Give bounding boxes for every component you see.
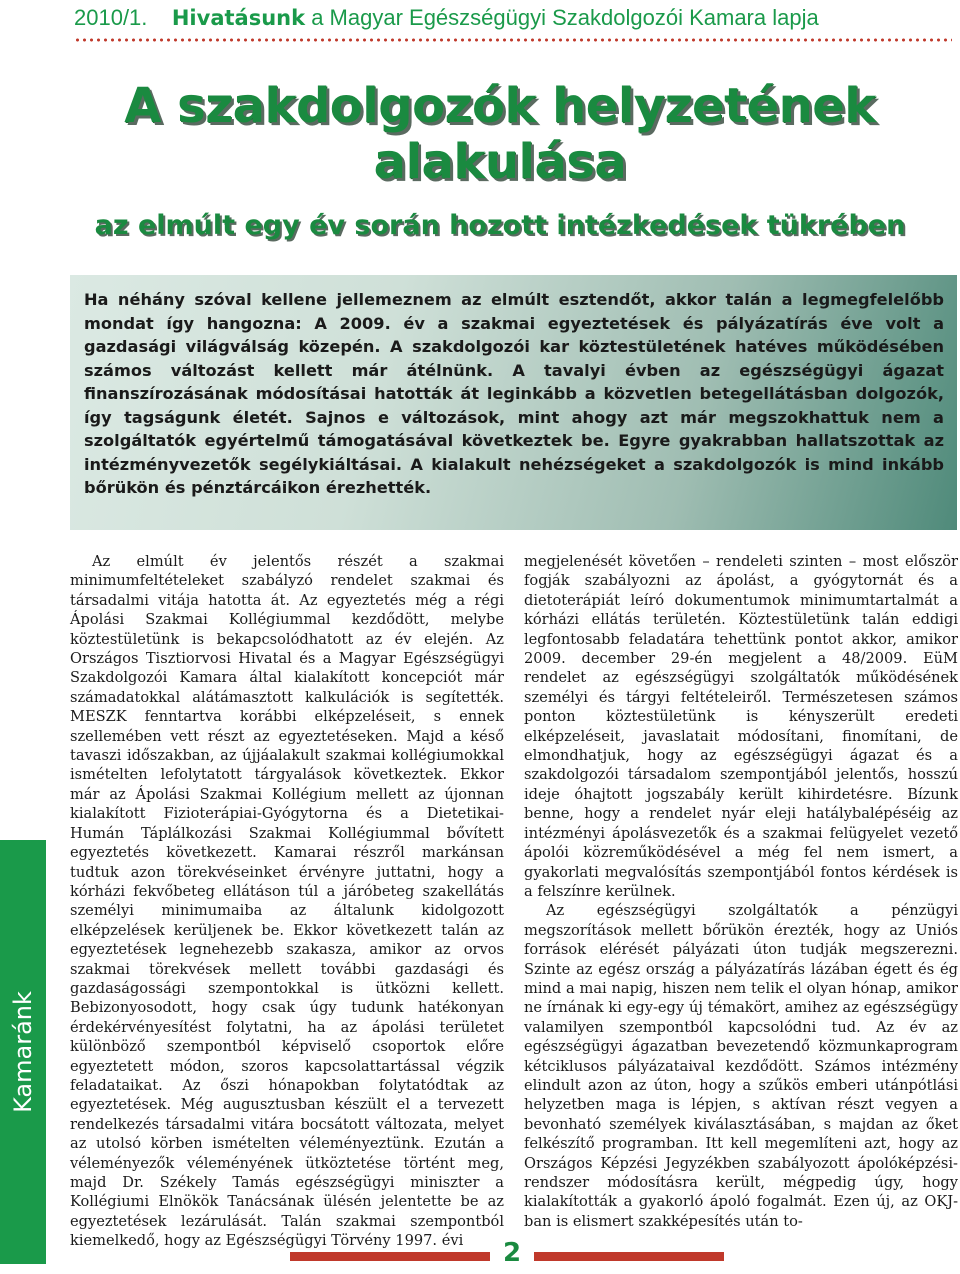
left-column — [70, 552, 504, 1251]
publication-subtitle: a Magyar Egészségügyi Szakdolgozói Kamara lapja — [311, 5, 819, 30]
article-title-line2: alakulása — [373, 134, 627, 190]
page-number-bar-right — [534, 1252, 724, 1261]
right-paragraph: megjelenését követően – rendeleti szinten – most először fogják szabályozni az ápolást, a gyógytornát és a dietoterápiát leíró dokumentumok minimumtartalmát a kórházi ellátás területén. Köztestületünk talán eddigi legfontosabb feladatára tehettünk pontot akkor, amikor 2009. december 29-én megjelent a 48/2009. EüM rendelet az egészségügyi szolgáltatók működésének személyi és tárgyi feltételeiről. Természetesen számos ponton köztestületünk is kényszerült eredeti elképzeléseit, javaslatait módosítani, finomítani, de elmondhatjuk, hogy az egészségügyi ágazat és a szakdolgozói társadalom szempontjából jelentős, hosszú ideje óhajtott jogszabály került kihirdetésre. Bízunk benne, hogy a rendelet nyár eleji hatálybalépéséig az intézményi ápolásvezetők és a szakmai felügyelet vezető ápolói közreműködésével a még fel nem ismert, a gyakorlati megvalósítás szempontjából fontos kérdések is a felszínre kerülnek. — [524, 553, 958, 900]
running-header — [74, 3, 950, 37]
section-tab-label: Kamaránk — [9, 991, 37, 1113]
publication-name: Hivatásunk — [171, 6, 306, 30]
right-paragraph: Az egészségügyi szolgáltatók a pénzügyi megszorítások mellett bőrükön érezték, hogy az Uniós források elérését pályázati úton tudják megszerezni. Szinte az egész ország a pályázatírás lázában égett és ég mind a mai napig, hiszen nem telik el olyan hónap, amikor ne írnának ki egy-egy új témakört, amihez az egészségügy valamilyen szempontból kapcsolódni tud. Az év az egészségügyi ágazatban bevezetendő közmunkaprogram kétciklusos pályázataival kezdődött. Számos intézmény elindult azon az úton, hogy a szűkös emberi utánpótlási helyzetben maga is lépjen, s aktívan részt vegyen a bevonható személyek kiválasztásában, s majdan az őket felkészítő programban. Itt kell megemlíteni azt, hogy az Országos Képzési Jegyzékben szabályozott ápolóképzési-rendszer módosításra került, mégpedig úgy, hogy kialakították a gyakorló ápoló fogalmát. Ezen új, az OKJ-ban is elismert szakképesítés után to- — [524, 902, 958, 1230]
issue-number: 2010/1. — [74, 5, 148, 30]
page-number-bar-left — [290, 1252, 490, 1261]
right-column — [524, 552, 958, 1231]
article-title-line1: A szakdolgozók helyzetének — [124, 78, 876, 134]
article-title — [60, 78, 940, 190]
dotted-divider — [74, 38, 952, 42]
article-lead: Ha néhány szóval kellene jellemeznem az elmúlt esztendőt, akkor talán a legmegfelelőbb mondat így hangozna: A 2009. év a szakmai egyeztetések és pályázatírás éve volt a gazdasági világválság közepén. A szakdolgozói kar köztestületének hatéves működésében számos változást kellett már átélnünk. A tavalyi évben az egészségügyi ágazat finanszírozásának módosításai hatották át leginkább a közvetlen betegellátásban dolgozók, így tagságunk életét. Sajnos e változások, mint ahogy azt már megszokhattuk nem a szolgáltatók egyértelmű támogatásával következtek be. Egyre gyakrabban hallatszottak az intézményvezetők segélykiáltásai. A kialakult nehézségeket a szakdolgozók is mind inkább bőrükön és pénztárcáikon érezhették. — [84, 290, 944, 497]
left-paragraph: Az elmúlt év jelentős részét a szakmai minimumfeltételeket szabályzó rendelet szakmai és társadalmi vitája hatotta át. Az egyeztetés még a régi Ápolási Szakmai Kollégiummal kezdődött, melybe köztestületünk is bekapcsolódhatott az év elején. Az Országos Tisztiorvosi Hivatal és a Magyar Egészségügyi Szakdolgozói Kamara által kialakított koncepciót már számadatokkal alátámasztott kalkulációk is segítették. MESZK fenntartva korábbi elképzeléseit, s ennek szellemében vett részt az egyeztetéseken. Majd a késő tavaszi időszakban, az újjáalakult szakmai kollégiumokkal ismételten lefolytatott tárgyalások következtek. Ekkor már az Ápolási Szakmai Kollégium mellett az újonnan kialakított Fizioterápiai-Gyógytorna és a Dietetikai-Humán Táplálkozási Szakmai Kollégiummal bővített egyeztetés következett. Kamarai részről markánsan tudtuk azon törekvéseinket érvényre juttatni, hogy a kórházi fekvőbeteg ellátáson túl a járóbeteg szakellátás személyi minimumaiba az általunk kidolgozott elképzelések kerüljenek be. Ekkor következett talán az egyeztetések legnehezebb szakasza, amikor az orvos szakmai törekvések mellett további gazdasági és gazdaságossági szempontokkal is ütközni kellett. Bebizonyosodott, hogy csak úgy tudunk hatékonyan érdekérvényesítést folytatni, ha az ápolási területet különböző szempontból képviselő csoportok előre egyeztetett módon, szoros kapcsolattartással végzik feladataikat. Az őszi hónapokban folytatódtak az egyeztetések. Még augusztusban készült el a tervezett rendelkezés társadalmi vitára bocsátott változata, melyet az utolsó körben ismételten véleményeztünk. Ezután a véleményezők véleményének ütköztetése történt meg, majd Dr. Székely Tamás egészségügyi miniszter a Kollégiumi Elnökök Tanácsának ülésén jelentette be az egyeztetések lezárulását. Talán szakmai szempontból kiemelkedő, hogy az Egészségügyi Törvény 1997. évi — [70, 553, 504, 1250]
page-number: 2 — [502, 1238, 522, 1268]
article-subtitle: az elmúlt egy év során hozott intézkedések tükrében — [94, 210, 906, 241]
section-tab — [0, 840, 46, 1264]
